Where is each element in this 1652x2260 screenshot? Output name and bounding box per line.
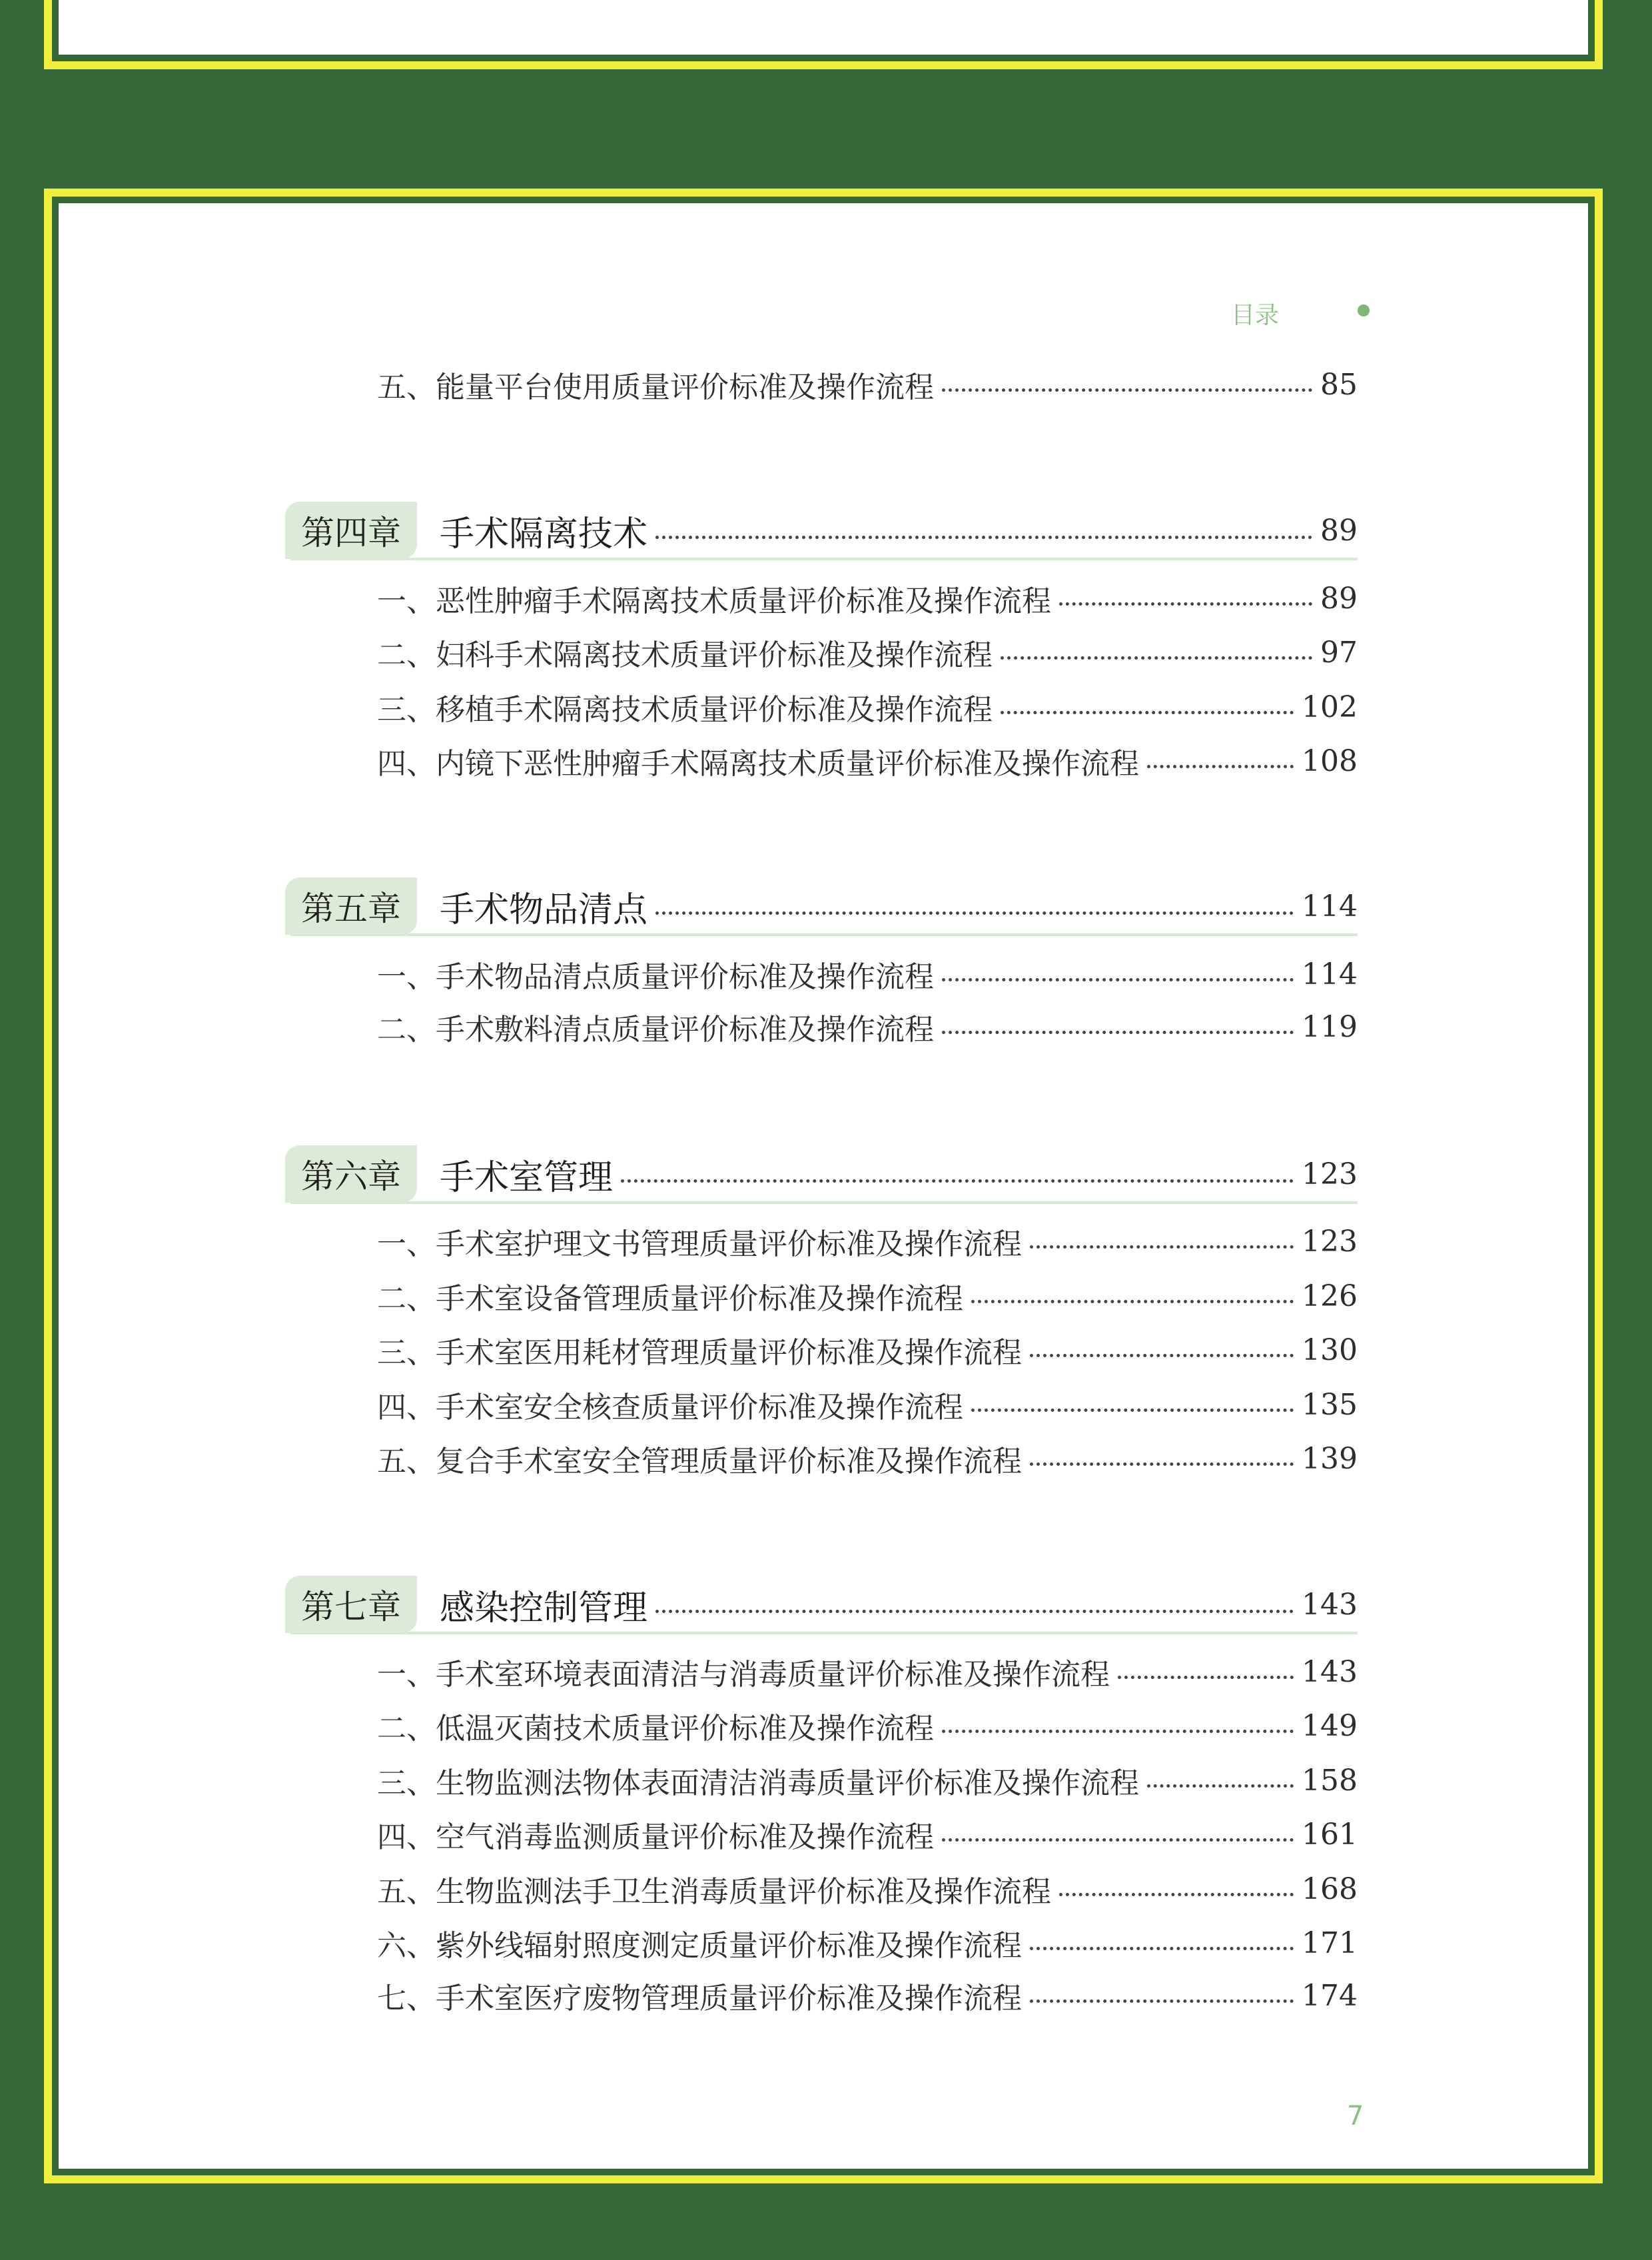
page-number: 7: [1347, 2101, 1364, 2131]
toc-entry-page: 143: [1302, 1654, 1358, 1689]
toc-entry-page: 126: [1302, 1279, 1358, 1313]
chapter-badge: 第四章: [285, 502, 417, 559]
toc-entry[interactable]: [377, 741, 1358, 781]
chapter-heading-4[interactable]: [285, 496, 1358, 560]
toc-entry-page: 139: [1302, 1441, 1358, 1476]
toc-entry-title: 二、手术室设备管理质量评价标准及操作流程: [377, 1282, 963, 1316]
dot-leader: [942, 1031, 1294, 1034]
chapter-page: 143: [1302, 1587, 1358, 1622]
chapter-badge: 第七章: [285, 1576, 417, 1633]
toc-entry-title: 六、紫外线辐射照度测定质量评价标准及操作流程: [377, 1929, 1022, 1963]
toc-entry[interactable]: [377, 954, 1358, 994]
toc-entry-title: 四、手术室安全核查质量评价标准及操作流程: [377, 1391, 963, 1424]
toc-entry-page: 158: [1302, 1763, 1358, 1798]
toc-entry-page: 85: [1320, 367, 1358, 402]
chapter-title: 手术室管理: [440, 1157, 614, 1198]
toc-entry[interactable]: [377, 1652, 1358, 1692]
toc-entry-page: 135: [1302, 1387, 1358, 1422]
dot-leader: [655, 536, 1312, 539]
chapter-badge: 第六章: [285, 1145, 417, 1203]
dot-leader: [1147, 765, 1294, 768]
toc-entry[interactable]: [377, 578, 1358, 618]
toc-entry-page: 149: [1302, 1708, 1358, 1743]
toc-entry-title: 四、空气消毒监测质量评价标准及操作流程: [377, 1820, 934, 1854]
toc-entry-page: 123: [1302, 1224, 1358, 1259]
toc-entry-page: 168: [1302, 1872, 1358, 1906]
dot-leader: [1059, 602, 1312, 606]
toc-entry[interactable]: [377, 1007, 1358, 1047]
toc-entry[interactable]: [377, 632, 1358, 672]
dot-leader: [942, 1730, 1294, 1733]
toc-entry-page: 174: [1302, 1978, 1358, 2013]
header-dot-icon: [1358, 304, 1370, 316]
toc-entry[interactable]: [377, 687, 1358, 727]
chapter-title: 手术物品清点: [440, 889, 648, 930]
toc-page-frame: [44, 189, 1603, 2183]
toc-entry-title: 三、手术室医用耗材管理质量评价标准及操作流程: [377, 1336, 1022, 1370]
toc-entry[interactable]: [377, 1276, 1358, 1316]
toc-entry[interactable]: [377, 364, 1358, 404]
toc-entry-title: 五、复合手术室安全管理质量评价标准及操作流程: [377, 1444, 1022, 1478]
toc-entry[interactable]: [377, 1976, 1358, 2015]
toc-entry-page: 161: [1302, 1817, 1358, 1852]
dot-leader: [655, 911, 1294, 915]
toc-entry-title: 一、手术物品清点质量评价标准及操作流程: [377, 960, 934, 994]
toc-entry[interactable]: [377, 1706, 1358, 1746]
toc-entry-page: 97: [1320, 635, 1358, 670]
toc-entry-title: 四、内镜下恶性肿瘤手术隔离技术质量评价标准及操作流程: [377, 747, 1139, 781]
dot-leader: [942, 978, 1294, 981]
dot-leader: [1001, 711, 1294, 714]
toc-entry[interactable]: [377, 1330, 1358, 1370]
chapter-heading-6[interactable]: [285, 1140, 1358, 1204]
chapter-title: 感染控制管理: [440, 1588, 648, 1628]
chapter-heading-7[interactable]: [285, 1570, 1358, 1634]
dot-leader: [942, 388, 1312, 392]
dot-leader: [621, 1179, 1294, 1183]
toc-entry-page: 89: [1320, 581, 1358, 616]
toc-entry-title: 七、手术室医疗废物管理质量评价标准及操作流程: [377, 1981, 1022, 2015]
toc-entry-page: 171: [1302, 1926, 1358, 1960]
toc-entry-title: 三、生物监测法物体表面清洁消毒质量评价标准及操作流程: [377, 1766, 1139, 1800]
toc-entry-page: 130: [1302, 1333, 1358, 1367]
running-header-label: 目录: [1231, 302, 1280, 329]
toc-entry-title: 五、生物监测法手卫生消毒质量评价标准及操作流程: [377, 1875, 1051, 1909]
chapter-page: 123: [1302, 1157, 1358, 1191]
toc-entry-page: 114: [1302, 957, 1358, 991]
previous-page-sheet: [59, 0, 1588, 55]
dot-leader: [1030, 1245, 1294, 1249]
toc-entry[interactable]: [377, 1221, 1358, 1261]
dot-leader: [1030, 1462, 1294, 1466]
toc-entry-title: 一、恶性肿瘤手术隔离技术质量评价标准及操作流程: [377, 584, 1051, 618]
toc-entry-page: 108: [1302, 744, 1358, 778]
toc-entry-title: 二、妇科手术隔离技术质量评价标准及操作流程: [377, 638, 993, 672]
toc-entry-title: 三、移植手术隔离技术质量评价标准及操作流程: [377, 693, 993, 727]
toc-entry[interactable]: [377, 1814, 1358, 1854]
chapter-page: 89: [1320, 513, 1358, 548]
dot-leader: [1030, 1354, 1294, 1357]
dot-leader: [942, 1838, 1294, 1842]
toc-page-sheet: [59, 203, 1588, 2169]
dot-leader: [1030, 1947, 1294, 1950]
chapter-heading-5[interactable]: [285, 872, 1358, 936]
chapter-badge: 第五章: [285, 877, 417, 935]
toc-entry[interactable]: [377, 1923, 1358, 1963]
toc-entry[interactable]: [377, 1385, 1358, 1424]
dot-leader: [971, 1409, 1294, 1412]
dot-leader: [1059, 1893, 1294, 1896]
dot-leader: [971, 1300, 1294, 1303]
chapter-title: 手术隔离技术: [440, 514, 648, 554]
chapter-page: 114: [1302, 889, 1358, 923]
toc-entry-page: 119: [1302, 1009, 1358, 1044]
toc-entry-title: 二、低温灭菌技术质量评价标准及操作流程: [377, 1712, 934, 1746]
dot-leader: [1147, 1784, 1294, 1788]
toc-entry-title: 二、手术敷料清点质量评价标准及操作流程: [377, 1013, 934, 1047]
dot-leader: [1030, 1999, 1294, 2003]
toc-entry-title: 五、能量平台使用质量评价标准及操作流程: [377, 370, 934, 404]
toc-entry[interactable]: [377, 1760, 1358, 1800]
dot-leader: [655, 1610, 1294, 1613]
dot-leader: [1001, 656, 1312, 660]
toc-entry[interactable]: [377, 1869, 1358, 1909]
toc-entry[interactable]: [377, 1438, 1358, 1478]
previous-page-frame: [44, 0, 1603, 69]
dot-leader: [1118, 1676, 1294, 1679]
toc-entry-page: 102: [1302, 690, 1358, 724]
toc-entry-title: 一、手术室护理文书管理质量评价标准及操作流程: [377, 1227, 1022, 1261]
toc-entry-title: 一、手术室环境表面清洁与消毒质量评价标准及操作流程: [377, 1658, 1110, 1692]
